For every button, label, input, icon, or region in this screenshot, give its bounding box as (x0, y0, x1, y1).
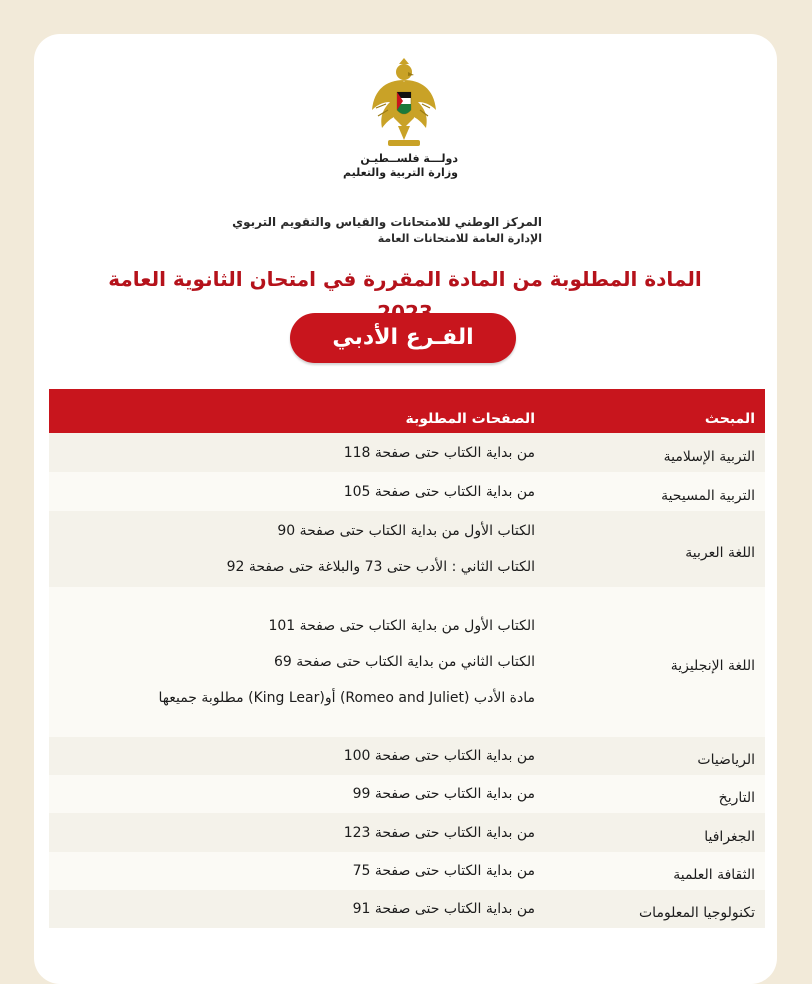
pages-line: من بداية الكتاب حتى صفحة 91 (352, 901, 535, 917)
page-title: المادة المطلوبة من المادة المقررة في امتحان الثانوية العامة (108, 267, 702, 291)
subject-cell: اللغة العربية (545, 511, 765, 587)
pages-cell (49, 890, 545, 928)
table-row (49, 775, 765, 813)
requirements-table (49, 389, 765, 928)
column-header-subject: المبحث (545, 389, 765, 433)
subject-cell: اللغة الإنجليزية (545, 587, 765, 737)
pages-line: من بداية الكتاب حتى صفحة 118 (343, 444, 535, 461)
pages-cell (49, 433, 545, 472)
pages-line: الكتاب الثاني من بداية الكتاب حتى صفحة 69 (273, 654, 535, 670)
pages-cell (49, 587, 545, 737)
subject-cell: التاريخ (545, 775, 765, 813)
pages-cell (49, 775, 545, 813)
subject-cell: الرياضيات (545, 737, 765, 775)
ministry-label (330, 152, 458, 180)
issuer-block (222, 214, 542, 247)
pages-line: من بداية الكتاب حتى صفحة 100 (343, 748, 535, 764)
pages-line: من بداية الكتاب حتى صفحة 105 (343, 483, 535, 500)
pages-line: من بداية الكتاب حتى صفحة 75 (352, 863, 535, 879)
palestine-eagle-emblem (368, 58, 440, 150)
pages-line: من بداية الكتاب حتى صفحة 99 (352, 786, 535, 802)
table-row (49, 587, 765, 737)
table-header-row (49, 389, 765, 433)
pages-cell (49, 511, 545, 587)
pages-line: الكتاب الأول من بداية الكتاب حتى صفحة 101 (268, 618, 535, 634)
subject-cell: الجغرافيا (545, 813, 765, 852)
table-row (49, 472, 765, 511)
pages-line: الكتاب الثاني : الأدب حتى 73 والبلاغة حتى صفحة 92 (226, 559, 535, 575)
subject-cell: الثقافة العلمية (545, 852, 765, 890)
pages-cell (49, 472, 545, 511)
subject-cell: التربية الإسلامية (545, 433, 765, 472)
table-row (49, 813, 765, 852)
branch-badge: الفـرع الأدبي (290, 313, 516, 363)
column-header-pages: الصفحات المطلوبة (49, 389, 545, 433)
pages-line: مادة الأدب (Romeo and Juliet) أو(King Lear) مطلوبة جميعها (158, 690, 535, 706)
table-row (49, 852, 765, 890)
country-name: دولـــة فلســطيـن (360, 152, 458, 165)
subject-cell: تكنولوجيا المعلومات (545, 890, 765, 928)
table-row (49, 737, 765, 775)
table-row (49, 890, 765, 928)
pages-cell (49, 852, 545, 890)
pages-cell (49, 813, 545, 852)
pages-cell (49, 737, 545, 775)
department-name: الإدارة العامة للامتحانات العامة (377, 232, 542, 245)
table-row (49, 433, 765, 472)
center-name: المركز الوطني للامتحانات والقياس والتقويم التربوي (232, 215, 542, 229)
pages-line: الكتاب الأول من بداية الكتاب حتى صفحة 90 (277, 523, 535, 539)
ministry-name: وزارة التربية والتعليم (343, 166, 458, 179)
pages-line: من بداية الكتاب حتى صفحة 123 (343, 824, 535, 841)
subject-cell: التربية المسيحية (545, 472, 765, 511)
table-row (49, 511, 765, 587)
